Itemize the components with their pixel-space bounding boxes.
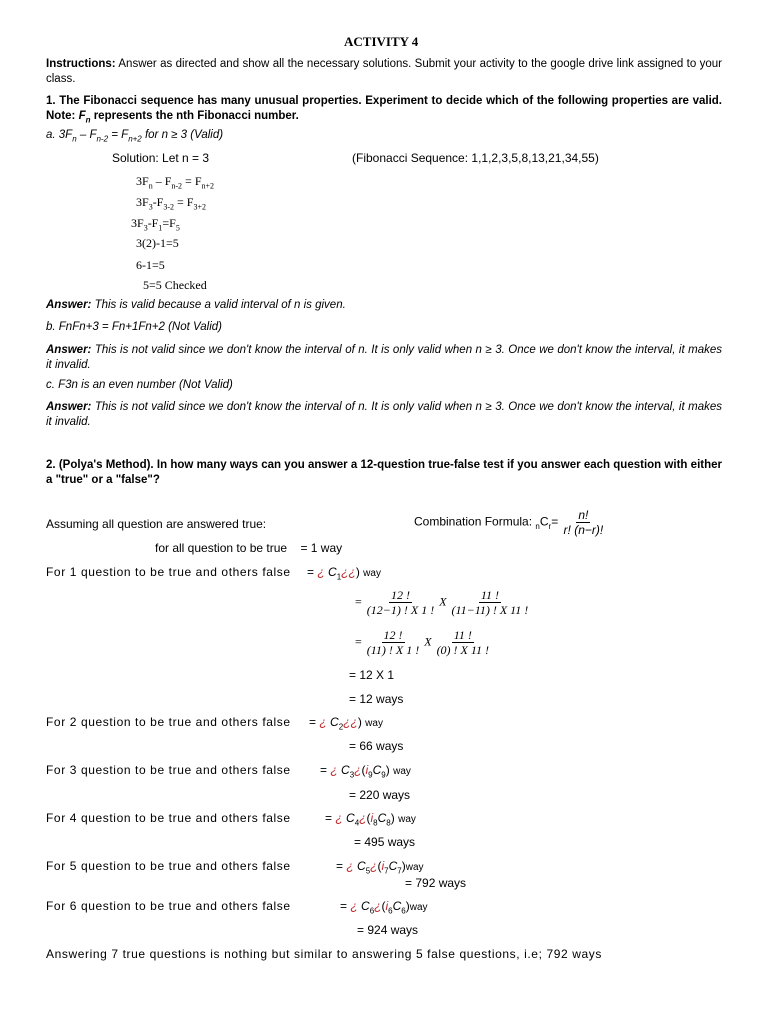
step-6: 5=5 Checked [143, 278, 207, 292]
combination-formula: Combination Formula: $_nC_r=$ $\frac{n!}{r! (n-r)!}$ [414, 508, 604, 537]
item-c-label: c. F3n is an even number (Not Valid) [46, 379, 233, 391]
step-1: $3F_n - F_{n-2} = F_{n+2}$ [136, 174, 215, 191]
instructions-text: Answer as directed and show all the necessary solutions. Submit your activity to the google drive link assigned to your class. [46, 58, 723, 85]
row-5-label: For 5 question to be true and others false [46, 859, 291, 873]
step-2: $3F_3-F_{3-2} = F_{3+2}$ [136, 195, 206, 212]
fibonacci-sequence: (Fibonacci Sequence: 1,1,2,3,5,8,13,21,34,55) [352, 151, 599, 165]
row-5-result: = 792 ways [405, 876, 467, 890]
row-4-formula: = ¿ $C_4¿(i_8C_8)$ way [325, 811, 416, 828]
all-true-line: for all question to be true = 1 way [155, 541, 343, 555]
row-1-result: = 12 ways [349, 692, 404, 706]
answer-a: Answer: This is valid because a valid interval of n is given. [46, 299, 346, 311]
item-a-label: a. $3F_n - F_{n-2} = F_{n+2}$ for n ≥ 3 (Valid) [46, 129, 224, 144]
step-4: 3(2)-1=5 [136, 236, 179, 250]
row-3-result: = 220 ways [349, 788, 411, 802]
step-5: 6-1=5 [136, 258, 165, 272]
row-1-formula: = ¿ $C_1¿¿$) way [307, 565, 381, 582]
answer-b: Answer: This is not valid since we don't know the interval of n. It is only valid when n ≥ 3. Once we don't know the interval, it makes it invalid. [46, 344, 722, 371]
row-1-label: For 1 question to be true and others false [46, 565, 291, 579]
row-6-formula: = ¿ $C_6¿(i_6C_6)way$ [340, 899, 428, 916]
row-6-result: = 924 ways [357, 923, 419, 937]
calc-2: = $\frac{12 !}{(11) ! X 1 !}$ X $\frac{11 !}{(0) ! X 11 !}$ [355, 628, 489, 657]
row-5-formula: = ¿ $C_5¿(i_7C_7)way$ [336, 859, 424, 876]
calc-3: = 12 X 1 [349, 668, 395, 682]
instructions [46, 57, 722, 87]
row-3-formula: = ¿ $C_3¿(i_9C_9)$ way [320, 763, 411, 780]
row-4-label: For 4 question to be true and others false [46, 811, 291, 825]
solution-line: Solution: Let n = 3 [112, 151, 210, 165]
calc-1: = $\frac{12 !}{(12-1) ! X 1 !}$ X $\frac{11 !}{(11-11) ! X 11 !}$ [355, 588, 529, 617]
row-6-label: For 6 question to be true and others false [46, 899, 291, 913]
row-4-result: = 495 ways [354, 835, 416, 849]
answer-c: Answer: This is not valid since we don't know the interval of n. It is only valid when n ≥ 3. Once we don't know the interval, it makes it invalid. [46, 401, 722, 428]
page-title: ACTIVITY 4 [344, 34, 419, 49]
final-answer: Answering 7 true questions is nothing but similar to answering 5 false questions, i.e; 792 ways [46, 947, 602, 961]
question-2-heading: 2. (Polya's Method). In how many ways can you answer a 12-question true-false test if you answer each question with either a "true" or a "false"? [46, 459, 722, 486]
row-3-label: For 3 question to be true and others false [46, 763, 291, 777]
instructions-label: Instructions: [46, 58, 116, 70]
item-b-label: b. FnFn+3 = Fn+1Fn+2 (Not Valid) [46, 321, 222, 333]
question-1-heading: 1. The Fibonacci sequence has many unusual properties. Experiment to decide which of the following properties are valid. Note: $F_n$ represents the nth Fibonacci number. [46, 95, 722, 125]
row-2-formula: = ¿ $C_2¿¿$) way [309, 715, 383, 732]
row-2-result: = 66 ways [349, 739, 404, 753]
assumption: Assuming all question are answered true: [46, 517, 267, 531]
step-3: $3F_3-F_1=F_5$ [131, 216, 180, 233]
row-2-label: For 2 question to be true and others false [46, 715, 291, 729]
